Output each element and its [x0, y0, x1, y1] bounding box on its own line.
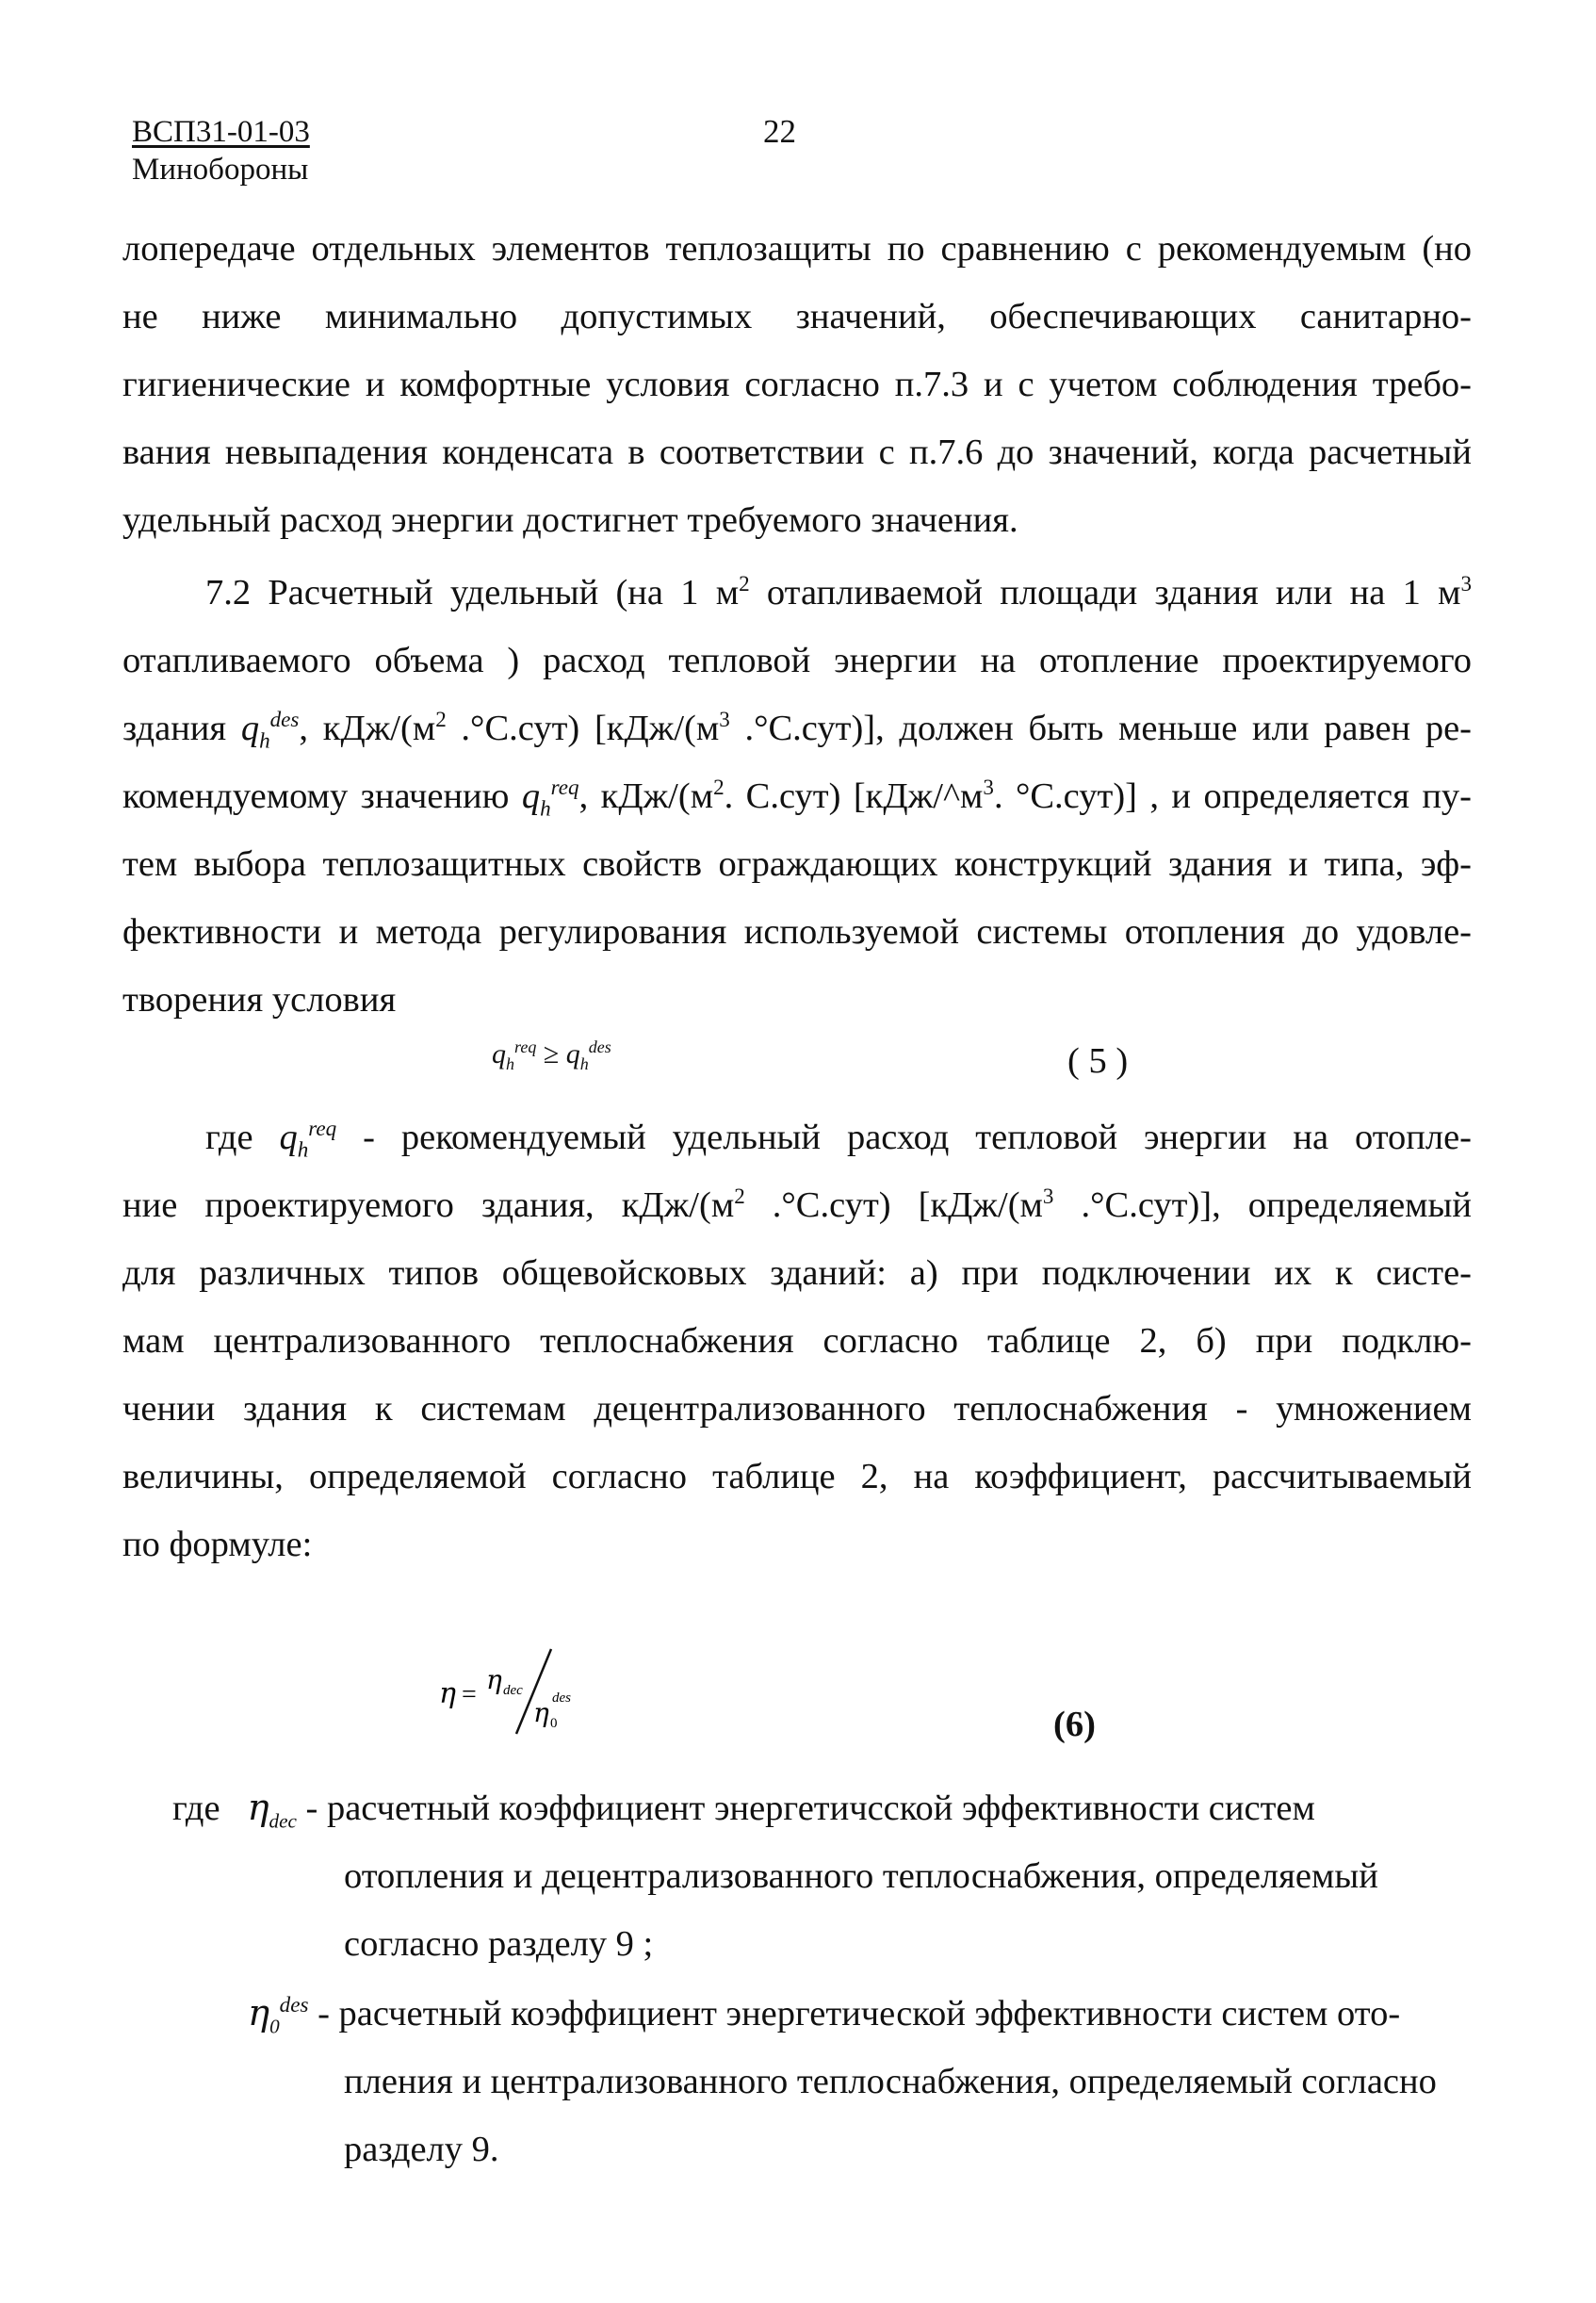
svg-text:=: =: [462, 1680, 477, 1709]
q-h-des-symbol: $q_h^{des}$: [240, 707, 300, 753]
text-line: где $q_h^{req}$ - рекомендуемый удельный расход тепловой энергии на отопле-: [205, 1116, 1472, 1162]
text-line: чении здания к системам децентрализованного теплоснабжения - умножением: [122, 1389, 1472, 1429]
svg-text:dec: dec: [503, 1683, 523, 1698]
definition-line: согласно разделу 9 ;: [344, 1924, 654, 1964]
text-line: творения условия: [122, 980, 397, 1020]
svg-text:η: η: [533, 1697, 549, 1728]
text-line: вания невыпадения конденсата в соответствии с п.7.6 до значений, когда расчетный: [122, 433, 1472, 472]
svg-text:0: 0: [550, 1716, 558, 1731]
text-line: не ниже минимально допустимых значений, обеспечивающих санитарно-: [122, 297, 1472, 336]
text-line: для различных типов общевойсковых зданий: а) при подключении их к систе-: [122, 1253, 1472, 1293]
q-h-req-symbol: $q_h^{req}$: [279, 1116, 337, 1162]
text-line: здания $q_h^{des}$, кДж/($м^2$ .°С.сут) [$кДж/(м^3$ .°С.сут)], должен быть меньше или равен ре-: [122, 707, 1472, 753]
organization: Минобороны: [132, 153, 309, 187]
text-line: гигиенические и комфортные условия согласно п.7.3 и с учетом соблюдения требо-: [122, 365, 1472, 404]
text-line: мам централизованного теплоснабжения согласно таблице 2, б) при подклю-: [122, 1321, 1472, 1361]
text-line: тем выбора теплозащитных свойств ограждающих конструкций здания и типа, эф-: [122, 844, 1472, 884]
equation-5-number: ( 5 ): [1067, 1041, 1129, 1081]
definition-line: разделу 9.: [344, 2130, 499, 2169]
svg-text:η: η: [439, 1677, 456, 1710]
document-code: ВСП31-01-03: [132, 115, 310, 149]
text-line: по формуле:: [122, 1525, 313, 1564]
text-line: отапливаемого объема ) расход тепловой энергии на отопление проектируемого: [122, 641, 1472, 680]
q-h-req-symbol: $q_h^{req}$: [521, 775, 579, 821]
svg-text:η: η: [486, 1664, 502, 1695]
equation-5: $q_h^{req} \ge q_h^{des}$: [492, 1037, 611, 1073]
text-line: 7.2 Расчетный удельный (на 1 $м^2$ отапливаемой площади здания или на 1 $м^3$: [205, 571, 1472, 612]
text-line: комендуемому значению $q_h^{req}$, кДж/($м^2$. С.сут) [$кДж/\^{}м^3$. °С.сут)] , и определяется пу-: [122, 775, 1473, 821]
text-line: фективности и метода регулирования используемой системы отопления до удовле-: [122, 912, 1472, 952]
text-line: лопередаче отдельных элементов теплозащиты по сравнению с рекомендуемым (но: [122, 229, 1472, 269]
page-number: 22: [763, 113, 796, 150]
definition-line: где $\eta_{dec}$ - расчетный коэффициент энергетичсской эффективности систем: [172, 1787, 1315, 1833]
equation-6-number: (6): [1053, 1705, 1096, 1744]
text-line: удельный расход энергии достигнет требуемого значения.: [122, 500, 1018, 540]
equation-6: [433, 1640, 622, 1743]
svg-text:des: des: [552, 1690, 571, 1706]
text-line: величины, определяемой согласно таблице 2, на коэффициент, рассчитываемый: [122, 1457, 1472, 1496]
text-line: ние проектируемого здания, кДж/($м^2$ .°С.сут) [$кДж/(м^3$ .°С.сут)], определяемый: [122, 1184, 1473, 1225]
eta-0-des-symbol: $\eta_0^{des}$: [248, 1992, 309, 2038]
definition-line: пления и централизованного теплоснабжения, определяемый согласно: [344, 2062, 1437, 2101]
definition-line: отопления и децентрализованного теплоснабжения, определяемый: [344, 1856, 1378, 1896]
eta-dec-symbol: $\eta_{dec}$: [247, 1787, 297, 1833]
definition-line: $\eta_0^{des}$ - расчетный коэффициент энергетической эффективности систем ото-: [248, 1992, 1401, 2038]
